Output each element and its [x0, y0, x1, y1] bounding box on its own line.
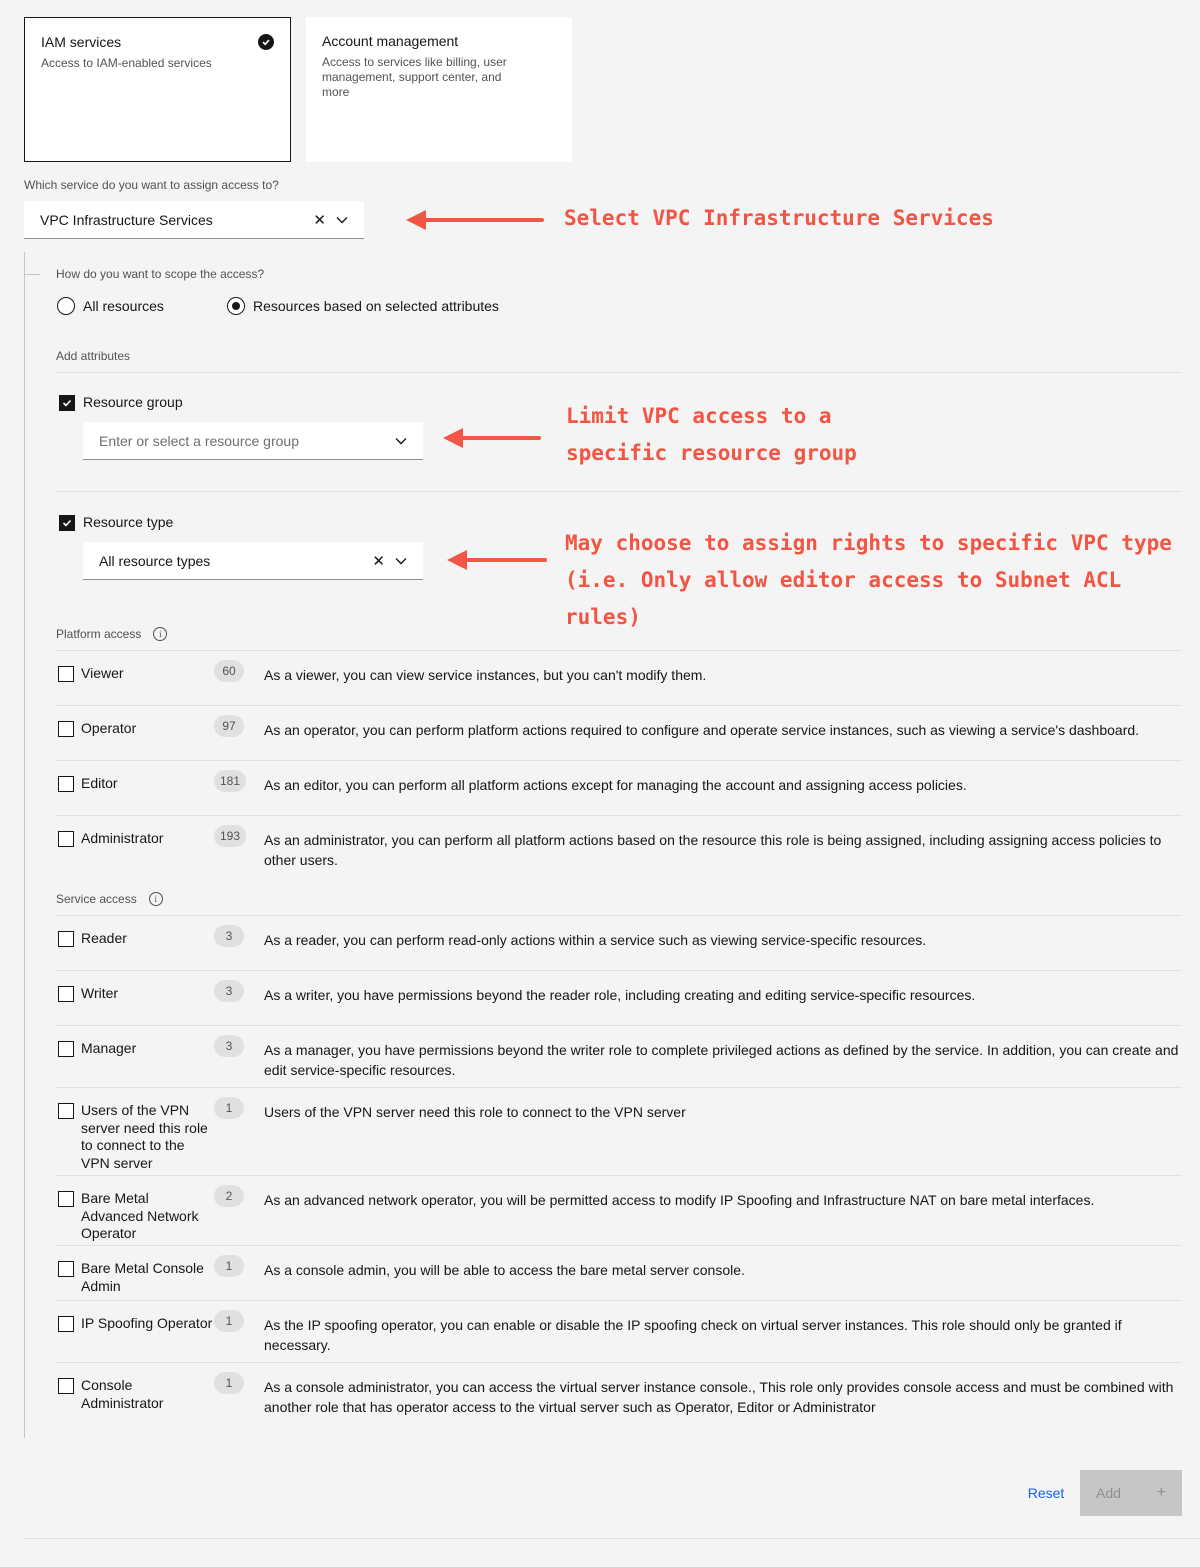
- add-attributes-title: Add attributes: [56, 349, 131, 363]
- checkbox[interactable]: [58, 1261, 74, 1277]
- scope-tick: [24, 274, 40, 275]
- role-name: Manager: [81, 1040, 137, 1056]
- divider: [56, 1362, 1182, 1363]
- role-name: Users of the VPN server need this role to connect to the VPN server: [81, 1102, 208, 1171]
- role-action-count: 181: [214, 770, 246, 792]
- scope-question-label: How do you want to scope the access?: [56, 267, 265, 281]
- annotation-type-line2: (i.e. Only allow editor access to Subnet ACL rules): [565, 568, 1122, 629]
- role-description: Users of the VPN server need this role to connect to the VPN server: [264, 1104, 686, 1120]
- tile-description: Access to IAM-enabled services: [41, 56, 212, 70]
- tile-title: Account management: [322, 33, 459, 49]
- role-action-count: 3: [214, 1035, 244, 1057]
- platform-access-title: [56, 627, 167, 641]
- role-name: Administrator: [81, 830, 164, 846]
- role-name: Bare Metal Console Admin: [81, 1260, 204, 1294]
- role-description: As an editor, you can perform all platform actions except for managing the account and assigning access policies.: [264, 777, 967, 793]
- role-action-count: 1: [214, 1310, 244, 1332]
- info-icon[interactable]: i: [153, 627, 167, 641]
- checkbox[interactable]: [59, 515, 75, 531]
- role-name: Viewer: [81, 665, 124, 681]
- checkbox[interactable]: [58, 721, 74, 737]
- role-description: As a manager, you have permissions beyond the writer role to complete privileged actions as defined by the service. In addition, you can create and edit service-specific resources.: [264, 1042, 1179, 1078]
- checkbox-resource-type[interactable]: [59, 515, 173, 531]
- radio-label: Resources based on selected attributes: [253, 298, 499, 314]
- role-action-count: 3: [214, 980, 244, 1002]
- checkbox-label: Resource group: [83, 394, 183, 410]
- divider: [56, 760, 1182, 761]
- divider: [56, 705, 1182, 706]
- resource-type-value: All resource types: [99, 552, 211, 569]
- divider: [56, 372, 1182, 373]
- divider: [56, 1025, 1182, 1026]
- checkbox[interactable]: [58, 1316, 74, 1332]
- close-icon[interactable]: ✕: [313, 211, 326, 229]
- role-name: Editor: [81, 775, 118, 791]
- role-action-count: 1: [214, 1255, 244, 1277]
- service-question-label: Which service do you want to assign access to?: [24, 178, 279, 192]
- divider: [56, 1245, 1182, 1246]
- radio-button[interactable]: [57, 297, 75, 315]
- service-select[interactable]: [24, 201, 364, 239]
- annotation-arrow-icon: [437, 423, 547, 453]
- divider: [56, 970, 1182, 971]
- checkbox[interactable]: [58, 776, 74, 792]
- role-description: As an advanced network operator, you will be permitted access to modify IP Spoofing and Infrastructure NAT on bare metal interfaces.: [264, 1192, 1095, 1208]
- role-description: As a console admin, you will be able to access the bare metal server console.: [264, 1262, 745, 1278]
- chevron-down-icon[interactable]: [395, 437, 407, 445]
- divider: [56, 1175, 1182, 1176]
- add-button-label: Add: [1096, 1485, 1121, 1501]
- role-action-count: 60: [214, 660, 244, 682]
- resource-type-select[interactable]: [83, 542, 423, 580]
- role-name: IP Spoofing Operator: [81, 1315, 213, 1331]
- radio-selected-attributes[interactable]: [227, 297, 499, 315]
- radio-all-resources[interactable]: [57, 297, 164, 315]
- divider: [56, 491, 1182, 492]
- close-icon[interactable]: ✕: [372, 552, 385, 570]
- divider: [56, 915, 1182, 916]
- annotation-select-vpc: Select VPC Infrastructure Services: [564, 206, 994, 230]
- chevron-down-icon[interactable]: [395, 557, 407, 565]
- role-description: As a console administrator, you can access the virtual server instance console., This role only provides console access and must be combined with another role that has operator access to the virtual server such as Operator, Editor or Administrator: [264, 1379, 1174, 1415]
- checkbox[interactable]: [58, 986, 74, 1002]
- annotation-type-line1: May choose to assign rights to specific VPC type: [565, 531, 1172, 555]
- role-action-count: 97: [214, 715, 244, 737]
- radio-button[interactable]: [227, 297, 245, 315]
- role-description: As an operator, you can perform platform actions required to configure and operate service instances, such as viewing a service's dashboard.: [264, 722, 1140, 738]
- checkbox[interactable]: [58, 1103, 74, 1119]
- role-action-count: 2: [214, 1185, 244, 1207]
- divider: [56, 1300, 1182, 1301]
- service-select-value: VPC Infrastructure Services: [40, 211, 213, 228]
- tile-title: IAM services: [41, 34, 122, 50]
- section-title-text: Platform access: [56, 627, 142, 641]
- radio-label: All resources: [83, 298, 164, 314]
- plus-icon: +: [1156, 1484, 1166, 1501]
- scope-divider-line: [24, 252, 25, 1438]
- annotation-arrow-icon: [441, 545, 551, 575]
- service-access-title: [56, 892, 163, 906]
- role-name: Writer: [81, 985, 119, 1001]
- reset-button[interactable]: Reset: [1027, 1485, 1065, 1501]
- role-description: As the IP spoofing operator, you can enable or disable the IP spoofing check on virtual server instances. This role should only be granted if necessary.: [264, 1317, 1122, 1353]
- role-description: As a reader, you can perform read-only actions within a service such as viewing service-specific resources.: [264, 932, 927, 948]
- footer-divider: [24, 1538, 1200, 1539]
- annotation-limit-line2: specific resource group: [566, 441, 857, 465]
- role-name: Operator: [81, 720, 137, 736]
- checkbox[interactable]: [58, 1191, 74, 1207]
- info-icon[interactable]: i: [149, 892, 163, 906]
- role-action-count: 3: [214, 925, 244, 947]
- checkbox[interactable]: [58, 931, 74, 947]
- resource-group-select[interactable]: [83, 422, 423, 460]
- divider: [56, 1087, 1182, 1088]
- checkbox[interactable]: [58, 831, 74, 847]
- role-action-count: 1: [214, 1097, 244, 1119]
- checkbox[interactable]: [58, 1041, 74, 1057]
- checkbox[interactable]: [58, 666, 74, 682]
- role-description: As a writer, you have permissions beyond the reader role, including creating and editing service-specific resources.: [264, 987, 976, 1003]
- checkbox-resource-group[interactable]: [59, 395, 183, 411]
- role-description: As a viewer, you can view service instances, but you can't modify them.: [264, 667, 707, 683]
- tile-iam-services[interactable]: [24, 17, 291, 162]
- resource-group-placeholder: Enter or select a resource group: [99, 432, 299, 449]
- role-name: Reader: [81, 930, 127, 946]
- role-description: As an administrator, you can perform all platform actions based on the resource this role is being assigned, including assigning access policies to other users.: [264, 832, 1162, 868]
- checkmark-icon: [258, 34, 274, 50]
- annotation-limit-line1: Limit VPC access to a: [566, 404, 832, 428]
- checkbox[interactable]: [58, 1378, 74, 1394]
- annotation-arrow-icon: [400, 205, 550, 235]
- divider: [56, 815, 1182, 816]
- divider: [56, 650, 1182, 651]
- role-name: Console Administrator: [81, 1377, 164, 1411]
- add-button[interactable]: [1080, 1470, 1182, 1516]
- section-title-text: Service access: [56, 892, 137, 906]
- tile-description: Access to services like billing, user management, support center, and more: [322, 55, 507, 99]
- checkbox[interactable]: [59, 395, 75, 411]
- chevron-down-icon[interactable]: [336, 216, 348, 224]
- checkbox-label: Resource type: [83, 514, 174, 530]
- role-name: Bare Metal Advanced Network Operator: [81, 1190, 199, 1241]
- role-action-count: 193: [214, 825, 246, 847]
- role-action-count: 1: [214, 1372, 244, 1394]
- tile-account-management[interactable]: [306, 17, 572, 162]
